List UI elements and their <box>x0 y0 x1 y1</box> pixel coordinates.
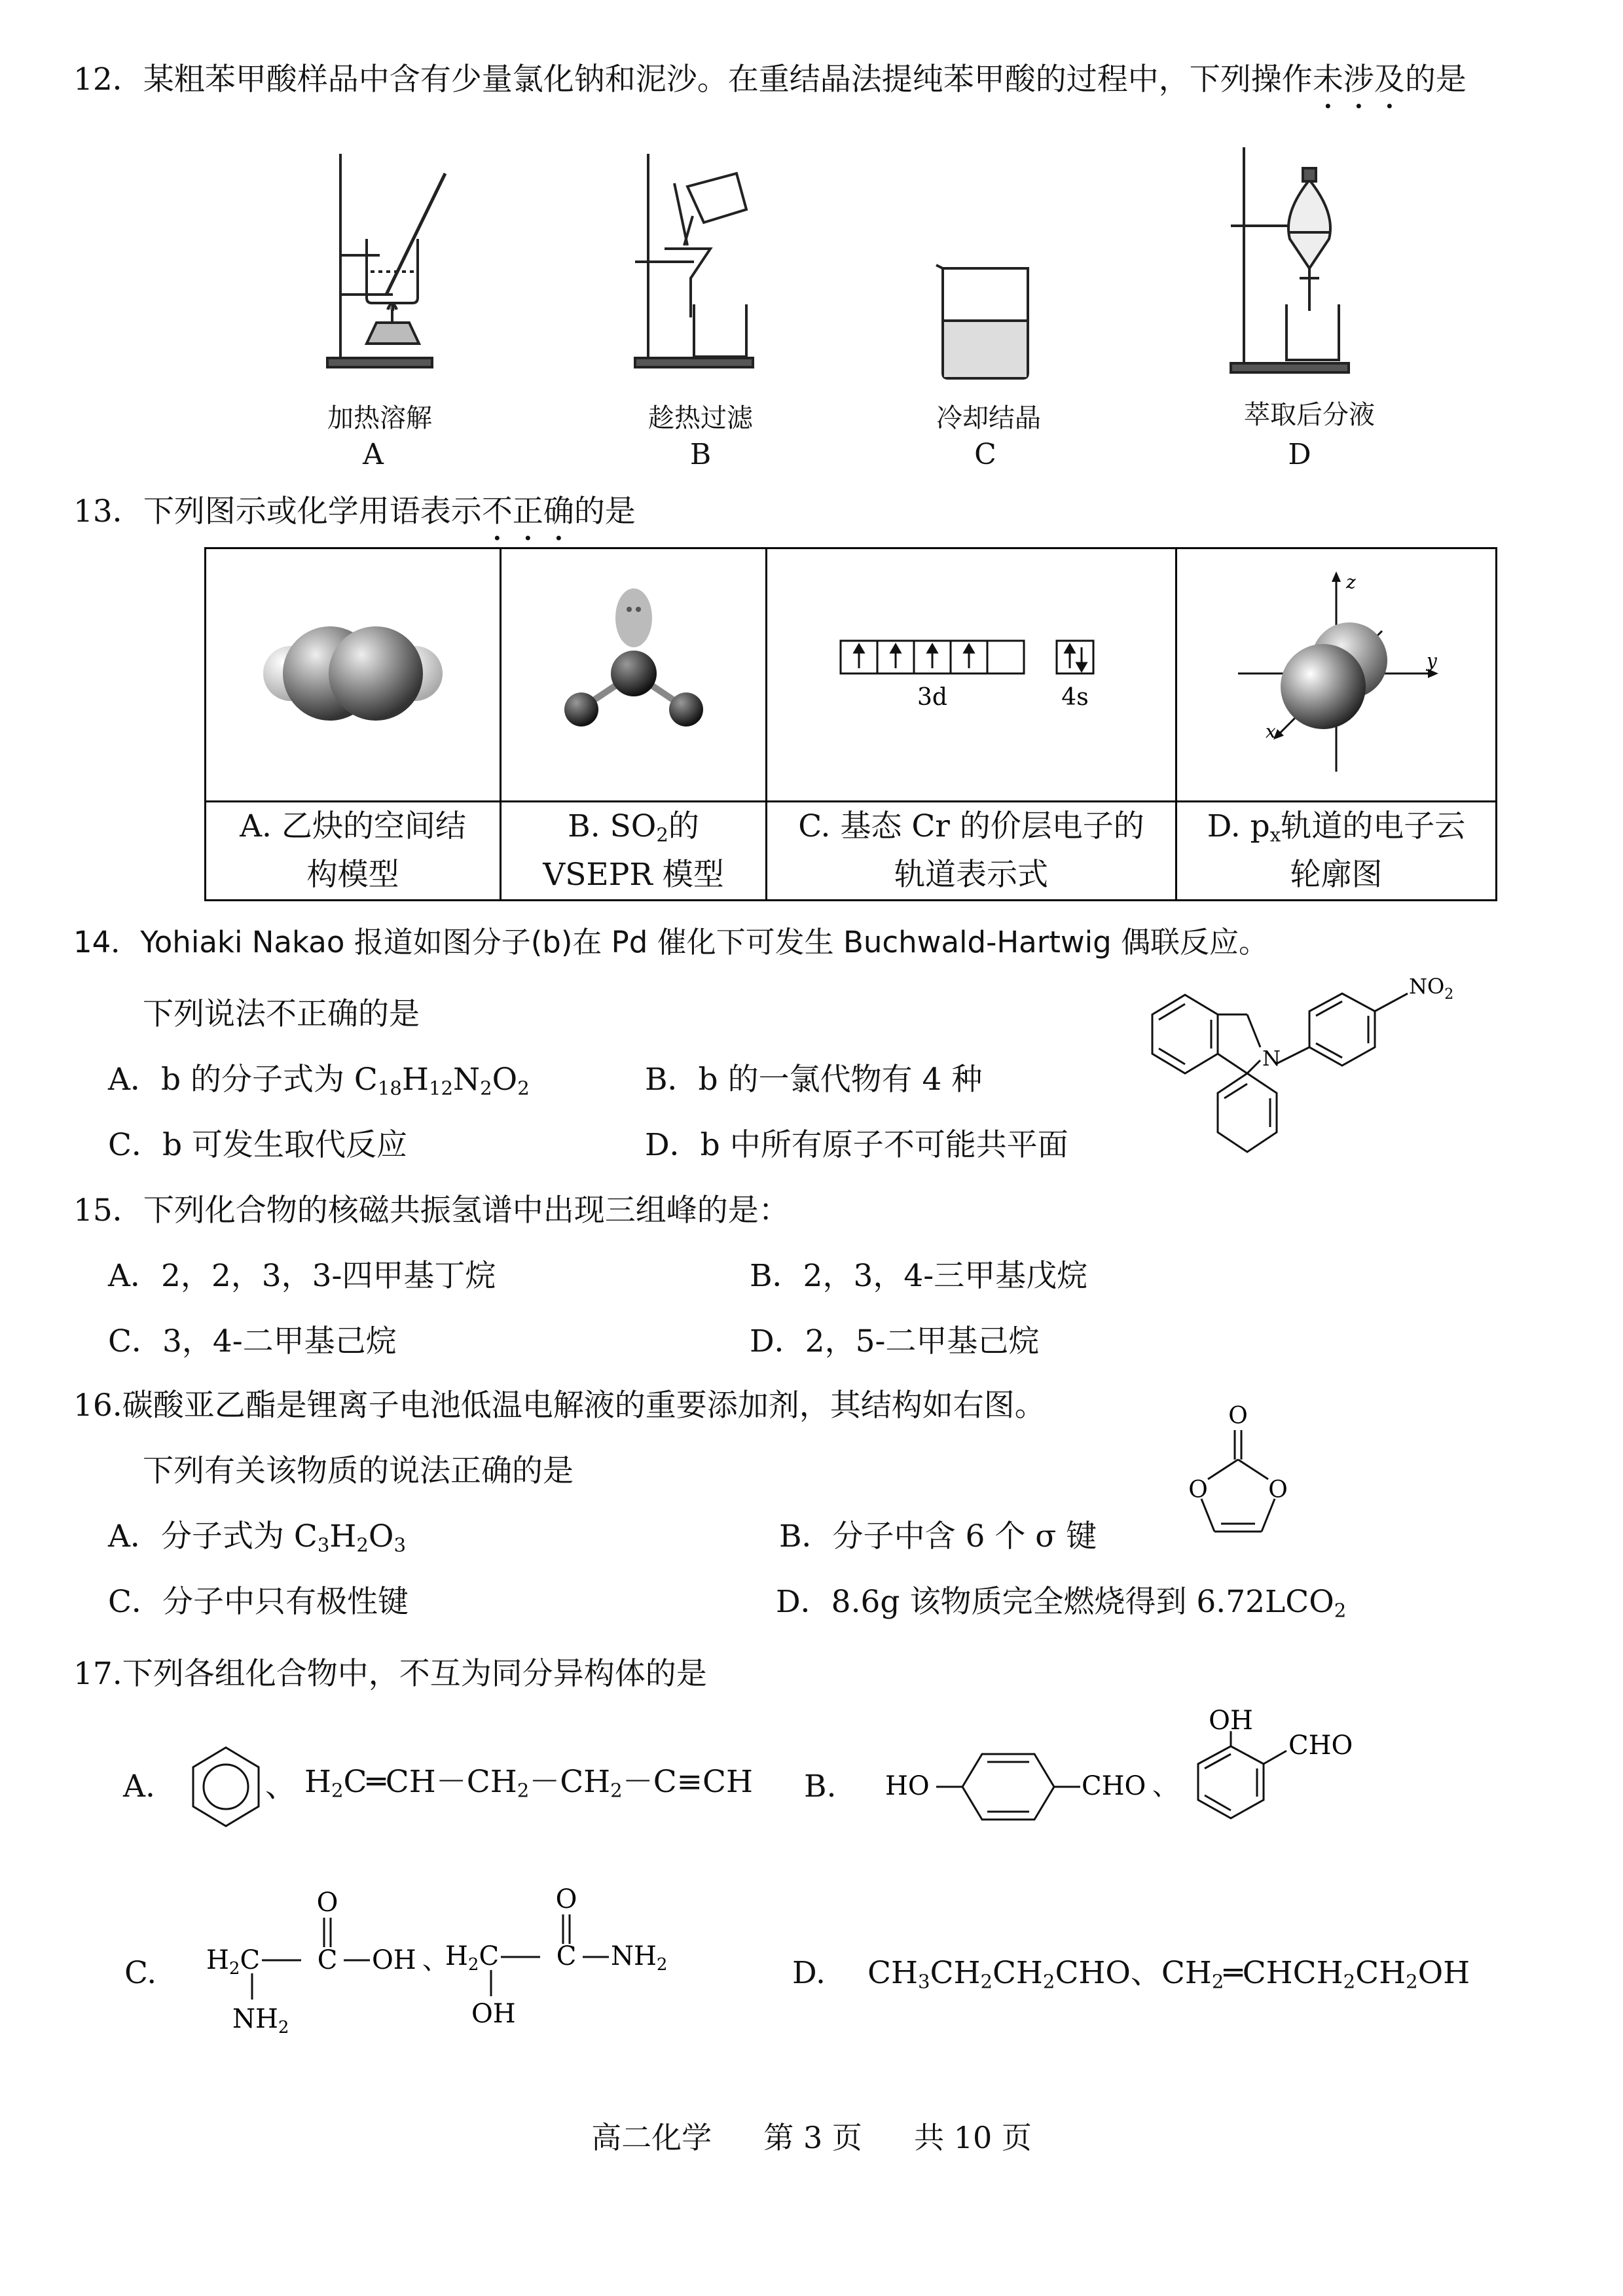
q12-caption-a: 加热溶解 <box>327 403 432 433</box>
axis-x-label: x <box>1266 721 1276 742</box>
q14-a-n: N <box>453 1062 481 1098</box>
q12-letter-d: D <box>1288 438 1311 471</box>
q13-a-line2: 构模型 <box>306 857 399 893</box>
orbital-4s-label: 4s <box>1061 684 1089 711</box>
q17-a-f4: －C≡CH <box>622 1764 753 1800</box>
q12-caption-b: 趁热过滤 <box>648 403 753 433</box>
q14-a-s3: 2 <box>480 1077 492 1100</box>
q17-d-p4: CHO、CH <box>1055 1955 1212 1991</box>
q13-cell-b-label <box>501 802 767 901</box>
q14-substem: 下列说法不正确的是 <box>143 996 420 1032</box>
px-orbital-cloud <box>1218 569 1454 778</box>
q16-a-s1: 3 <box>317 1534 330 1556</box>
q16-a-o: O <box>368 1518 394 1554</box>
q13-a-line1: A. 乙炔的空间结 <box>240 808 466 844</box>
q13-cell-b-image <box>501 548 767 802</box>
q17-b-oh: OH <box>1209 1706 1253 1736</box>
q14-a-s4: 2 <box>517 1077 530 1100</box>
q17-b-cho: CHO <box>1082 1771 1146 1801</box>
q17-c-nh-sub: 2 <box>278 2018 289 2037</box>
axis-y-label: y <box>1427 650 1437 672</box>
vc-o-left: O <box>1188 1477 1208 1503</box>
q16-a-s3: 3 <box>393 1534 406 1556</box>
q14-a-s2: 12 <box>428 1077 453 1100</box>
q17-c-sep: 、 <box>422 1945 448 1975</box>
q13-option-table <box>204 547 1497 901</box>
vc-o-right: O <box>1268 1477 1288 1503</box>
q13-d-line2: 轮廓图 <box>1290 857 1383 893</box>
q15-option-b: B．2，3，4-三甲基戊烷 <box>750 1258 1088 1294</box>
q13-b-line2: VSEPR 模型 <box>543 857 724 893</box>
mol-no2-text: NO <box>1409 974 1445 999</box>
apparatus-separatory-funnel <box>1218 141 1368 383</box>
q12-emphasis: 未涉及 <box>1312 62 1405 98</box>
q16-option-c: C．分子中只有极性键 <box>108 1584 409 1620</box>
q17-c-c: C <box>317 1945 338 1975</box>
q15-number: 15． <box>73 1193 143 1229</box>
q12-text-a: 某粗苯甲酸样品中含有少量氯化钠和泥沙。在重结晶法提纯苯甲酸的过程中，下列操作 <box>143 62 1313 98</box>
q15-stem <box>73 1191 790 1230</box>
q16-option-b: B．分子中含 6 个 σ 键 <box>779 1518 1097 1554</box>
q15-text: 下列化合物的核磁共振氢谱中出现三组峰的是： <box>143 1193 790 1229</box>
so2-vsepr-model <box>549 588 719 759</box>
q13-d-post: 轨道的电子云 <box>1281 808 1466 844</box>
q13-emphasis: 不正确 <box>481 493 574 529</box>
benzene-ring <box>187 1741 265 1833</box>
q17-b-structures <box>877 1706 1388 1859</box>
q13-cell-a-image <box>206 548 501 802</box>
q14-option-d: D．b 中所有原子不可能共平面 <box>645 1127 1068 1163</box>
q13-b-pre: B. SO <box>568 808 657 844</box>
q17-d-s6: 2 <box>1406 1970 1418 1993</box>
q17-c-c2: C <box>556 1941 577 1971</box>
q17-a-f3: －CH <box>529 1764 611 1800</box>
q17-c2-nh-sub: 2 <box>656 1955 668 1975</box>
q14-stem <box>73 923 1268 962</box>
q13-stem <box>73 492 636 548</box>
q17-c-h-sub: 2 <box>228 1959 240 1979</box>
q17-d-s3: 2 <box>1042 1970 1055 1993</box>
cr-orbital-diagram <box>828 628 1116 719</box>
q16-stem <box>73 1386 1046 1426</box>
q12-text-b: 的是 <box>1404 62 1467 98</box>
q13-b-line1 <box>501 802 765 851</box>
q17-a-formula <box>304 1763 753 1802</box>
q17-c-nh2 <box>232 2004 289 2037</box>
q12-letter-a: A <box>363 438 384 471</box>
q13-cell-a-label <box>206 802 501 901</box>
mol-no2-label <box>1409 974 1453 1003</box>
q16-option-d <box>776 1583 1346 1622</box>
q17-label-c: C. <box>124 1955 157 1991</box>
vc-o-top: O <box>1228 1403 1248 1429</box>
q13-number: 13． <box>73 493 143 529</box>
q13-b-sub: 2 <box>656 823 668 846</box>
q17-d-s4: 2 <box>1211 1970 1224 1993</box>
q12-letter-b: B <box>689 438 712 471</box>
q16-option-a <box>108 1517 406 1556</box>
q17-label-b: B. <box>804 1768 837 1804</box>
q14-molecule-b <box>1113 975 1480 1211</box>
q17-d-p7: OH <box>1417 1955 1470 1991</box>
q12-stem <box>73 60 1467 116</box>
q13-cell-c-image <box>767 548 1176 802</box>
page-footer <box>0 2114 1623 2157</box>
q17-c-nh2-2 <box>611 1941 667 1975</box>
q15-option-a: A．2，2，3，3-四甲基丁烷 <box>108 1258 496 1294</box>
q17-c2-h: H <box>445 1941 468 1971</box>
q17-d-formula <box>867 1954 1470 1993</box>
apparatus-hot-filtration <box>622 147 773 376</box>
q17-c-h2c-2 <box>445 1941 499 1975</box>
q17-d-s2: 2 <box>980 1970 993 1993</box>
q14-option-b: B．b 的一氯代物有 4 种 <box>645 1062 983 1098</box>
q16-vinylene-carbonate <box>1172 1394 1303 1564</box>
q17-stem <box>73 1655 707 1694</box>
footer-subject: 高二化学 <box>591 2120 712 2155</box>
q12-letter-c: C <box>974 438 996 471</box>
q17-a-f1s: 2 <box>331 1779 344 1802</box>
q16-a-pre: A．分子式为 C <box>108 1518 318 1554</box>
q16-a-s2: 2 <box>356 1534 369 1556</box>
q17-c2-h-sub: 2 <box>467 1955 479 1975</box>
q17-label-a: A. <box>123 1768 155 1804</box>
footer-page: 第 3 页 <box>763 2120 862 2155</box>
q17-d-p6: CH <box>1355 1955 1406 1991</box>
q14-text: Yohiaki Nakao 报道如图分子(b)在 Pd 催化下可发生 Buchwald-Hartwig 偶联反应。 <box>140 925 1269 960</box>
q13-c-line2: 轨道表示式 <box>894 857 1048 893</box>
q16-d-sub: 2 <box>1334 1599 1347 1622</box>
q17-d-s5: 2 <box>1343 1970 1356 1993</box>
q16-text: 碳酸亚乙酯是锂离子电池低温电解液的重要添加剂，其结构如右图。 <box>122 1388 1046 1424</box>
q12-caption-d: 萃取后分液 <box>1244 400 1375 430</box>
q14-a-pre: A．b 的分子式为 C <box>108 1062 378 1098</box>
q17-c-oh2: OH <box>471 1999 516 2029</box>
q13-b-post: 的 <box>668 808 699 844</box>
q12-caption-c: 冷却结晶 <box>936 403 1041 433</box>
mol-no2-sub: 2 <box>1444 986 1454 1003</box>
q13-d-line1 <box>1177 802 1495 851</box>
q17-c-nh: NH <box>232 2004 278 2034</box>
q14-a-o: O <box>492 1062 518 1098</box>
q14-a-h: H <box>401 1062 429 1098</box>
q16-a-h: H <box>329 1518 357 1554</box>
q13-text-b: 的是 <box>574 493 636 529</box>
q16-d-pre: D．8.6g 该物质完全燃烧得到 6.72LCO <box>776 1584 1334 1620</box>
q15-option-d: D．2，5-二甲基己烷 <box>750 1323 1040 1359</box>
q17-text: 下列各组化合物中，不互为同分异构体的是 <box>122 1656 707 1692</box>
q12-number: 12． <box>73 62 143 98</box>
apparatus-cooling-crystallization <box>930 255 1048 386</box>
q14-a-s1: 18 <box>377 1077 402 1100</box>
q17-a-sep: 、 <box>265 1768 296 1804</box>
q13-text-a: 下列图示或化学用语表示 <box>143 493 482 529</box>
q14-option-c: C．b 可发生取代反应 <box>108 1127 407 1163</box>
q13-d-pre: D. p <box>1207 808 1270 844</box>
q17-c-structures <box>196 1885 759 2055</box>
q17-c2-h-c: C <box>479 1941 500 1971</box>
q13-cell-d-label <box>1176 802 1497 901</box>
mol-n-label: N <box>1262 1046 1281 1071</box>
q17-a-f1: H <box>304 1764 331 1800</box>
q17-d-p2: CH <box>930 1955 981 1991</box>
q13-cell-c-label <box>767 802 1176 901</box>
q17-label-d: D. <box>792 1955 826 1991</box>
q17-d-p3: CH <box>992 1955 1043 1991</box>
q14-number: 14． <box>73 925 141 960</box>
q17-b-sep: 、 <box>1152 1771 1178 1801</box>
orbital-3d-label: 3d <box>917 684 947 711</box>
q16-substem: 下列有关该物质的说法正确的是 <box>143 1453 574 1489</box>
q17-c-o: O <box>316 1888 338 1918</box>
q17-c-h: H <box>206 1945 229 1975</box>
q17-c-oh: OH <box>372 1945 416 1975</box>
q13-c-line1: C. 基态 Cr 的价层电子的 <box>798 808 1144 844</box>
q17-number: 17. <box>73 1656 122 1692</box>
q17-a-f3s: 2 <box>610 1779 623 1802</box>
q17-a-f2: C═CH－CH <box>343 1764 517 1800</box>
q13-d-sub: x <box>1269 823 1281 846</box>
q17-d-s1: 3 <box>917 1970 930 1993</box>
q17-c2-nh: NH <box>611 1941 657 1971</box>
q17-d-p1: CH <box>867 1955 918 1991</box>
q13-cell-d-image <box>1176 548 1497 802</box>
q15-option-c: C．3，4-二甲基己烷 <box>108 1323 397 1359</box>
q17-c-h-c: C <box>240 1945 261 1975</box>
q17-c-o2: O <box>555 1884 577 1914</box>
q14-option-a <box>108 1060 530 1100</box>
q17-d-p5: ═CHCH <box>1224 1955 1343 1991</box>
footer-total: 共 10 页 <box>914 2120 1032 2155</box>
acetylene-model <box>255 601 451 745</box>
q17-c-h2c <box>206 1945 260 1979</box>
q17-a-f2s: 2 <box>517 1779 530 1802</box>
q17-b-cho2: CHO <box>1288 1731 1353 1761</box>
axis-z-label: z <box>1346 571 1356 593</box>
q16-number: 16. <box>73 1388 122 1424</box>
apparatus-heating-dissolve <box>314 147 465 376</box>
q17-b-ho: HO <box>885 1771 930 1801</box>
